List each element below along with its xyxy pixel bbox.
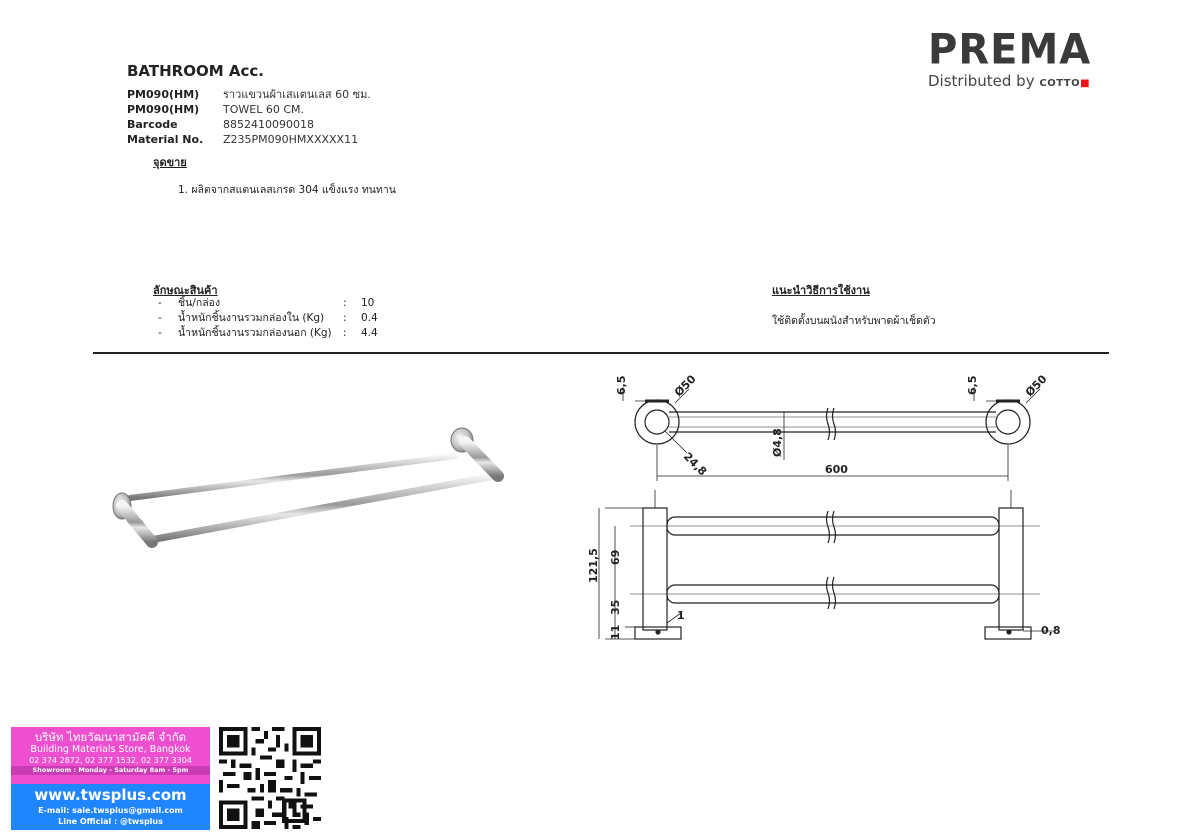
info-label: Material No. [127,133,204,146]
characteristic-label: น้ำหนักชิ้นงานรวมกล่องนอก (Kg) [178,327,332,339]
info-row-english-name [127,102,371,117]
logo-partner: COTTO [1039,78,1081,89]
characteristic-value: 10 [361,297,375,309]
dim-69: 69 [609,549,622,565]
banner-showroom: Showroom : Monday - Saturday 8am - 5pm [11,766,210,775]
info-row-thai-name [127,87,371,102]
product-photo [100,420,520,560]
dim-35: 35 [609,599,622,615]
dim-121-5: 121,5 [587,548,600,583]
right-arm [465,442,498,476]
dim-1: 1 [677,609,685,622]
document-title: BATHROOM Acc. [127,62,264,80]
section-divider [93,352,1109,354]
dim-24-8: 24,8 [680,449,710,479]
characteristic-row: - น้ำหนักชิ้นงานรวมกล่องนอก (Kg) : 4.4 [158,327,378,339]
banner-store: Building Materials Store, Bangkok [30,744,191,755]
characteristic-label: น้ำหนักชิ้นงานรวมกล่องใน (Kg) [178,312,325,324]
info-value: ราวแขวนผ้าเสแตนเลส 60 ซม. [223,88,371,101]
prema-logo [928,25,1108,90]
info-label: PM090(HM) [127,103,200,116]
usage-text: ใช้ติดตั้งบนผนังสำหรับพาดผ้าเช็ดตัว [772,315,936,327]
features-heading: จุดขาย [153,156,187,169]
characteristic-label: ชิ้น/กล่อง [178,297,221,309]
info-label: PM090(HM) [127,88,200,101]
front-bar [150,476,495,540]
banner-bottom [11,784,210,830]
dealer-banner [11,727,210,830]
characteristic-row: - ชิ้น/กล่อง : 10 [158,297,375,309]
right-flange-top [986,400,1030,444]
banner-email: E-mail: sale.twsplus@gmail.com [38,806,183,815]
info-row-barcode [127,117,371,132]
dim-6-5-right: 6,5 [966,375,979,395]
logo-tagline [928,72,1108,90]
info-row-material [127,132,371,147]
left-arm [122,506,152,542]
left-flange-top [635,400,679,444]
info-label: Barcode [127,118,178,131]
qr-code-icon [219,727,321,829]
logo-distributed: Distributed by [928,72,1035,90]
dim-diameter-50-right: Ø50 [1022,372,1050,400]
dim-0-8: 0,8 [1041,624,1061,637]
dim-diameter-50-left: Ø50 [671,372,699,400]
dim-600: 600 [825,463,848,476]
product-info [127,87,371,147]
banner-line: Line Official : @twsplus [58,817,163,826]
dim-diameter-4-8: Ø4,8 [771,428,784,457]
logo-dot-icon: ■ [1080,78,1090,89]
dim-11: 11 [609,624,622,640]
feature-item: 1. ผลิตจากสแตนเลสเกรด 304 แข็งแรง ทนทาน [178,184,396,196]
technical-drawing [585,365,1061,655]
dim-6-5-left: 6,5 [615,375,628,395]
usage-heading: แนะนำวิธีการใช้งาน [772,284,870,297]
info-value: TOWEL 60 CM. [223,103,304,116]
characteristic-row: - น้ำหนักชิ้นงานรวมกล่องใน (Kg) : 0.4 [158,312,378,324]
banner-website: www.twsplus.com [34,786,187,804]
logo-brand: PREMA [928,25,1092,75]
info-value: Z235PM090HMXXXXX11 [223,133,359,146]
banner-company: บริษัท ไทยวัฒนาสามัคคี จำกัด [34,730,187,744]
info-value: 8852410090018 [223,118,314,131]
banner-top [11,727,210,784]
characteristic-value: 4.4 [361,327,378,339]
characteristic-value: 0.4 [361,312,378,324]
banner-phones: 02 374 2872, 02 377 1532, 02 377 3304 [29,756,192,765]
characteristics-heading: ลักษณะสินค้า [153,284,218,297]
characteristics-list [158,296,378,341]
